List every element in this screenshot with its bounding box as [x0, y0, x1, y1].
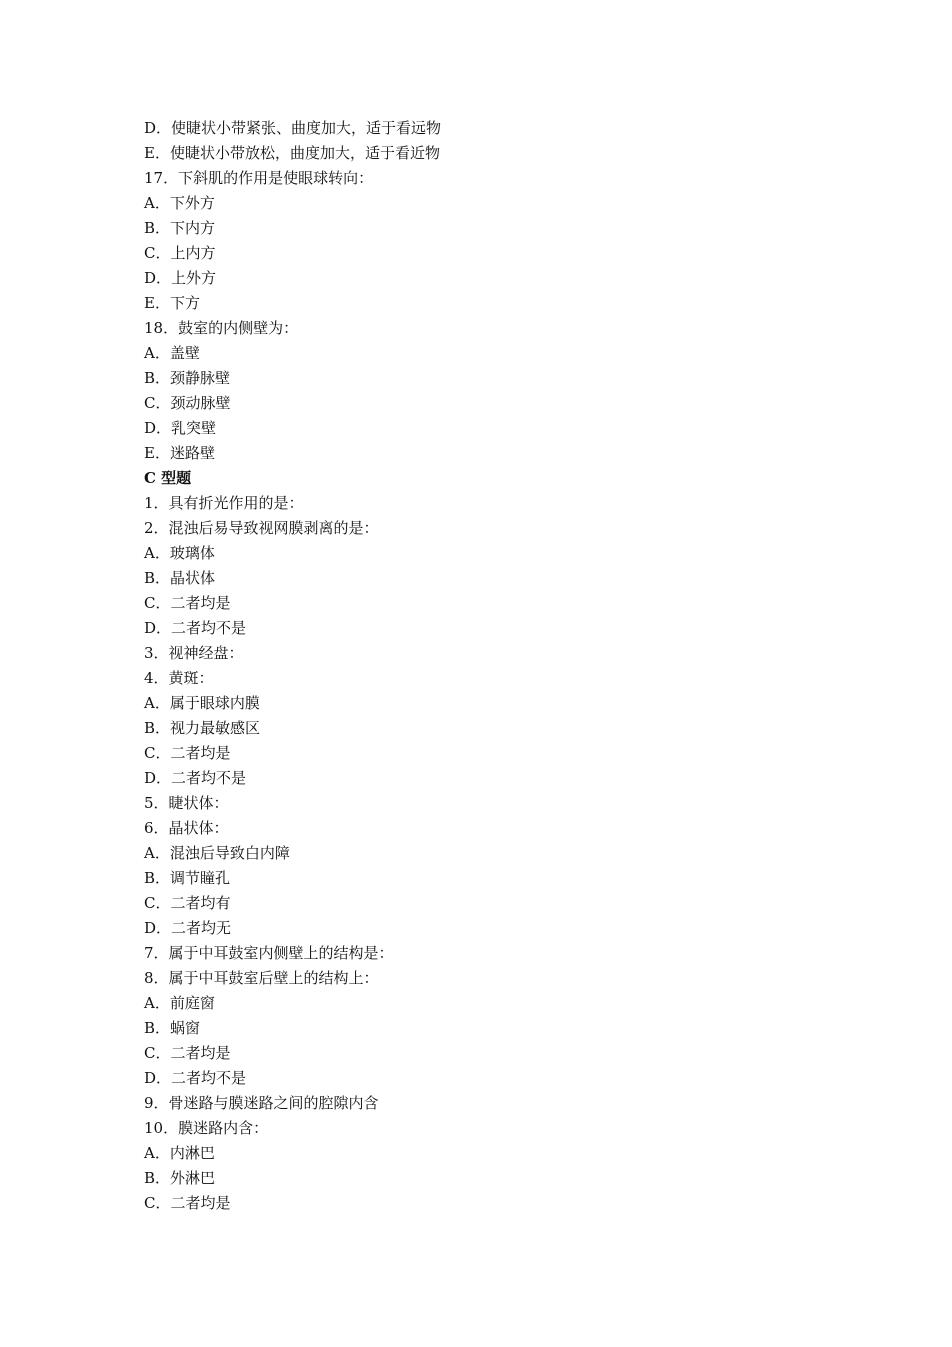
option-line: A．前庭窗 [144, 994, 215, 1012]
option-line: B．颈静脉壁 [144, 369, 231, 387]
document-body [144, 116, 844, 1216]
option-line: A．盖壁 [144, 344, 200, 362]
option-line: C．二者均是 [144, 1194, 231, 1212]
question-line: 2．混浊后易导致视网膜剥离的是： [144, 519, 379, 537]
option-line: A．属于眼球内膜 [144, 694, 260, 712]
option-line: D．二者均不是 [144, 769, 247, 787]
option-line: C．二者均是 [144, 594, 231, 612]
option-line: A．下外方 [144, 194, 215, 212]
option-line: C．二者均有 [144, 894, 231, 912]
question-line: 1．具有折光作用的是： [144, 494, 304, 512]
option-line: B．视力最敏感区 [144, 719, 261, 737]
question-line: 5．睫状体： [144, 794, 229, 812]
option-line: D．二者均不是 [144, 1069, 247, 1087]
option-line: B．下内方 [144, 219, 216, 237]
option-line: D．二者均不是 [144, 619, 247, 637]
option-line: A．混浊后导致白内障 [144, 844, 290, 862]
option-line: C．二者均是 [144, 744, 231, 762]
option-line: E．下方 [144, 294, 200, 312]
option-line: D．乳突壁 [144, 419, 217, 437]
question-line: 8．属于中耳鼓室后壁上的结构上： [144, 969, 379, 987]
option-line: D．二者均无 [144, 919, 232, 937]
question-line: 9．骨迷路与膜迷路之间的腔隙内含 [144, 1094, 379, 1112]
option-line: E．迷路壁 [144, 444, 215, 462]
question-line: 3．视神经盘： [144, 644, 244, 662]
question-line: 4．黄斑： [144, 669, 214, 687]
section-heading: C 型题 [144, 469, 192, 487]
option-line: B．蜗窗 [144, 1019, 201, 1037]
option-line: C．颈动脉壁 [144, 394, 231, 412]
question-line: 17．下斜肌的作用是使眼球转向： [144, 169, 374, 187]
question-line: 6．晶状体： [144, 819, 229, 837]
question-line: 18．鼓室的内侧壁为： [144, 319, 299, 337]
question-line: 10．膜迷路内含： [144, 1119, 269, 1137]
option-line: D．上外方 [144, 269, 217, 287]
question-line: 7．属于中耳鼓室内侧壁上的结构是： [144, 944, 394, 962]
option-line: B．调节瞳孔 [144, 869, 231, 887]
option-line: C．二者均是 [144, 1044, 231, 1062]
option-line: A．内淋巴 [144, 1144, 215, 1162]
option-line: A．玻璃体 [144, 544, 215, 562]
option-line: C．上内方 [144, 244, 216, 262]
option-line: B．外淋巴 [144, 1169, 216, 1187]
option-line: B．晶状体 [144, 569, 216, 587]
option-line: D．使睫状小带紧张、曲度加大，适于看远物 [144, 119, 442, 137]
option-line: E．使睫状小带放松，曲度加大，适于看近物 [144, 144, 440, 162]
